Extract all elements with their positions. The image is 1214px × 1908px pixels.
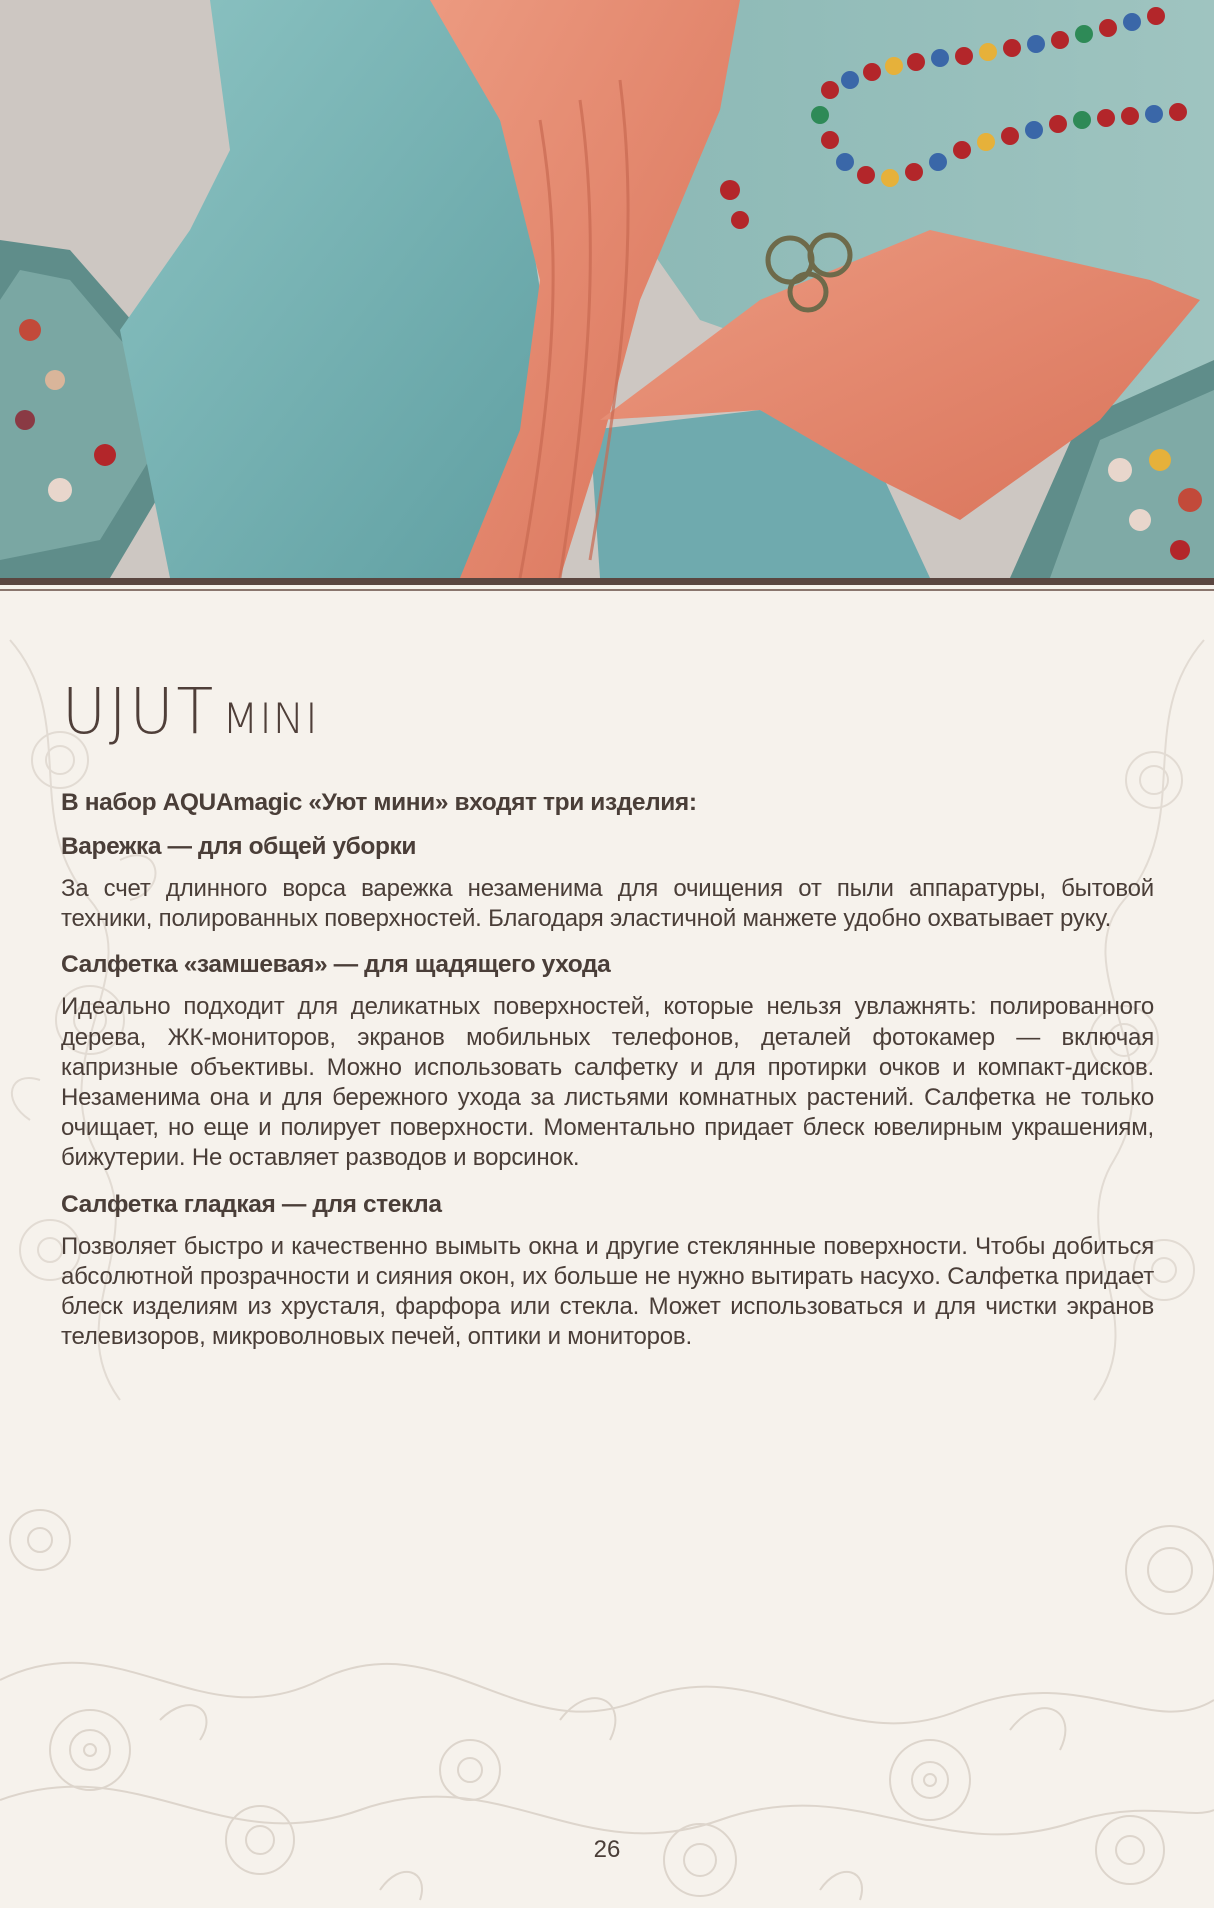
intro-line: В набор AQUAmagic «Уют мини» входят три изделия: — [61, 789, 697, 816]
page-number: 26 — [593, 1836, 621, 1863]
section-text-suede-cloth: Идеально подходит для деликатных поверхностей, которые нельзя увлажнять: полированного дерева, ЖК-мониторов, экранов мобильных телефонов, деталей фотокамер — включая капризные объективы. Можно использовать салфетку и для протирки очков и компакт-дисков. Незаменима она и для бережного ухода за листьями комнатных растений. Салфетка не только очищает, но еще и полирует поверхности. Моментально придает блеск ювелирным украшениям, бижутерии. Не оставляет разводов и ворсинок. — [61, 993, 1154, 1172]
section-heading-mitten: Варежка — для общей уборки — [61, 833, 417, 860]
title-word: UJUT — [62, 675, 217, 749]
header-divider-thin — [0, 589, 1214, 591]
page-title — [62, 672, 319, 749]
section-text-glass-cloth: Позволяет быстро и качественно вымыть окна и другие стеклянные поверхности. Чтобы добиться абсолютной прозрачности и сияния окон, их больше не нужно вытирать насухо. Салфетка придает блеск изделиям из хрусталя, фарфора или стекла. Может использоваться и для чистки экранов телевизоров, микроволновых печей, оптики и мониторов. — [61, 1232, 1154, 1351]
title-suffix: MINI — [222, 694, 319, 743]
article-body — [61, 788, 1154, 1368]
header-divider-thick — [0, 578, 1214, 585]
section-text-mitten: За счет длинного ворса варежка незаменима для очищения от пыли аппаратуры, бытовой техники, полированных поверхностей. Благодаря эластичной манжете удобно охватывает руку. — [61, 875, 1154, 933]
section-heading-glass-cloth: Салфетка гладкая — для стекла — [61, 1190, 442, 1218]
header-photo — [0, 0, 1214, 578]
bottom-floral-ornament — [0, 1420, 1214, 1908]
section-heading-suede-cloth: Салфетка «замшевая» — для щадящего ухода — [61, 951, 611, 979]
